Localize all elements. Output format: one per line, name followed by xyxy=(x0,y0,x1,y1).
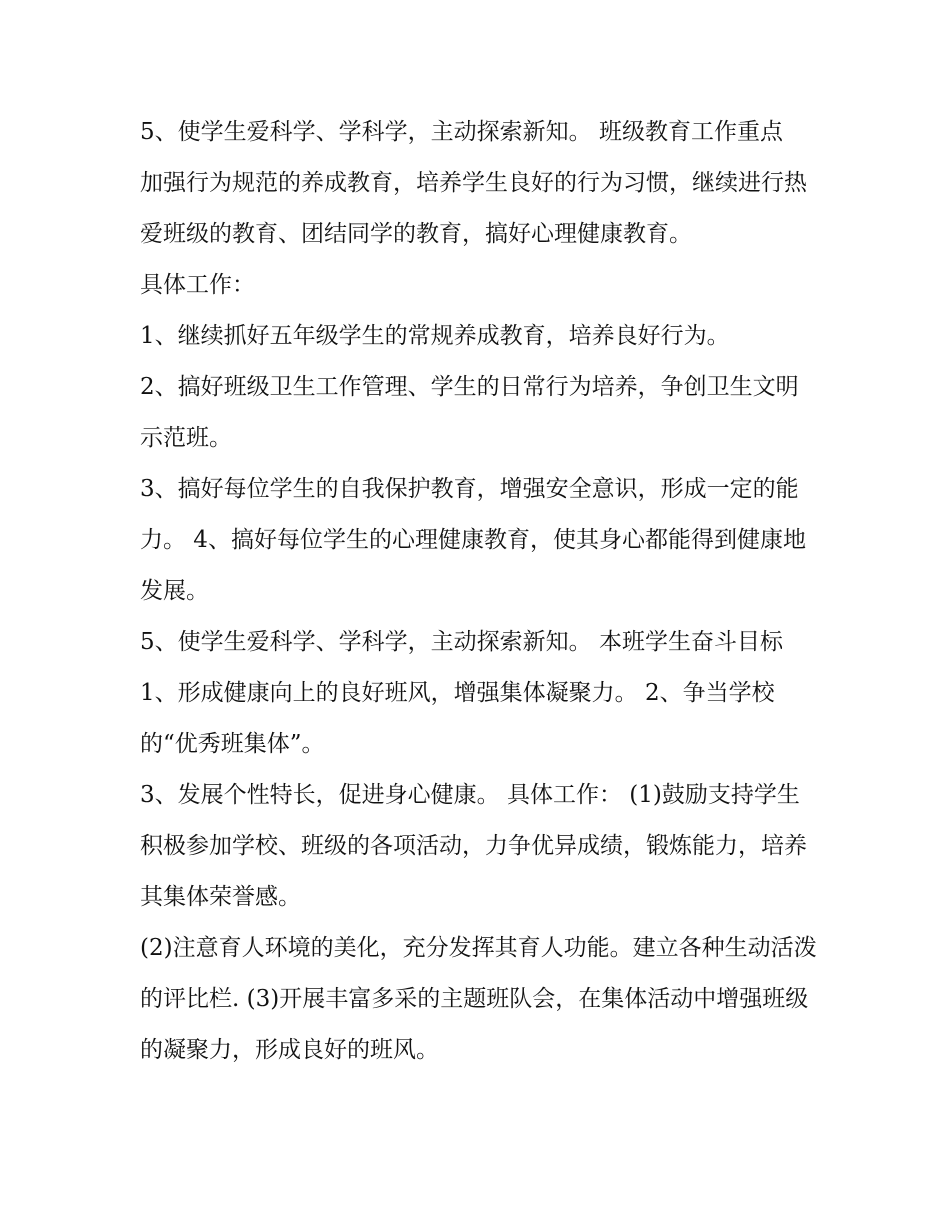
paragraph-behavior-education: 加强行为规范的养成教育，培养学生良好的行为习惯，继续进行热爱班级的教育、团结同学的教育，搞好心理健康教育。 xyxy=(140,170,807,247)
paragraph-item-3-4: 3、搞好每位学生的自我保护教育，增强安全意识，形成一定的能力。 4、搞好每位学生的心理健康教育，使其身心都能得到健康地发展。 xyxy=(140,476,806,604)
paragraph-specific-work-heading: 具体工作： xyxy=(140,272,255,298)
document-body xyxy=(140,107,820,1076)
paragraph-item-2: 2、搞好班级卫生工作管理、学生的日常行为培养，争创卫生文明示范班。 xyxy=(140,374,799,451)
paragraph-goal-5-and-focus-heading: 5、使学生爱科学、学科学，主动探索新知。 班级教育工作重点 xyxy=(140,119,783,145)
paragraph-item-5-class-goals: 5、使学生爱科学、学科学，主动探索新知。 本班学生奋斗目标 1、形成健康向上的良好班风，增强集体凝聚力。 2、争当学校的“优秀班集体”。 xyxy=(140,629,783,757)
paragraph-goal-3-specific-work: 3、发展个性特长，促进身心健康。 具体工作： (1)鼓励支持学生积极参加学校、班级的各项活动，力争优异成绩，锻炼能力，培养其集体荣誉感。 xyxy=(140,782,807,910)
paragraph-environment-and-meetings: (2)注意育人环境的美化，充分发挥其育人功能。建立各种生动活泼的评比栏. (3)开展丰富多采的主题班队会，在集体活动中增强班级的凝聚力，形成良好的班风。 xyxy=(140,935,817,1063)
paragraph-item-1: 1、继续抓好五年级学生的常规养成教育，培养良好行为。 xyxy=(140,323,730,349)
